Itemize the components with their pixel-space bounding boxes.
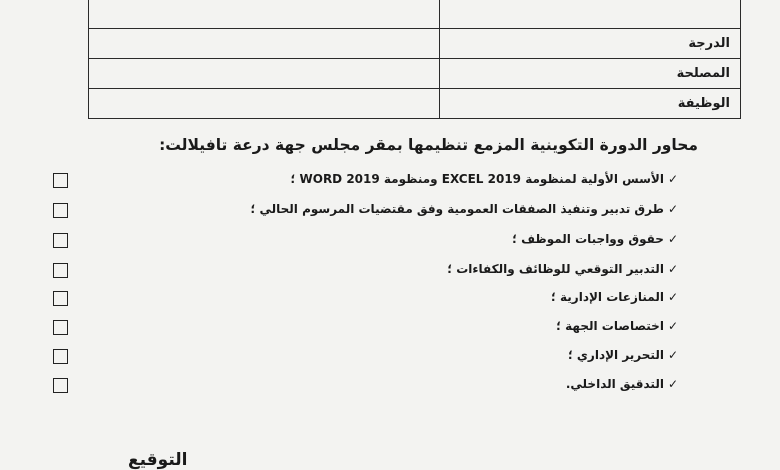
topic-checkbox[interactable] (53, 263, 68, 278)
position-label: الوظيفة (440, 89, 741, 119)
topic-checkbox[interactable] (53, 173, 68, 188)
check-icon: ✓ (667, 232, 678, 246)
topic-checkbox[interactable] (53, 203, 68, 218)
list-item (0, 346, 780, 370)
section-title: محاور الدورة التكوينية المزمع تنظيمها بمقر مجلس جهة درعة تافيلالت: (159, 136, 698, 154)
list-item (0, 200, 780, 224)
list-item (0, 170, 780, 194)
list-item (0, 230, 780, 254)
grade-label: الدرجة (440, 29, 741, 59)
employee-info-table (88, 0, 741, 119)
topic-label: حقوق وواجبات الموظف ؛ (512, 232, 664, 246)
table-row (89, 29, 741, 59)
topic-checkbox[interactable] (53, 233, 68, 248)
department-field[interactable] (89, 59, 440, 89)
topic-checkbox[interactable] (53, 349, 68, 364)
topic-label: التدبير التوقعي للوظائف والكفاءات ؛ (447, 262, 664, 276)
topic-label: الأسس الأولية لمنظومة EXCEL 2019 ومنظومة WORD 2019 ؛ (290, 172, 664, 186)
check-icon: ✓ (667, 202, 678, 216)
topic-checkbox[interactable] (53, 378, 68, 393)
topic-checkbox[interactable] (53, 291, 68, 306)
table-row (89, 89, 741, 119)
topic-checkbox[interactable] (53, 320, 68, 335)
topic-label: اختصاصات الجهة ؛ (556, 319, 664, 333)
topic-label: المنازعات الإدارية ؛ (551, 290, 664, 304)
topic-label: التدقيق الداخلي. (565, 377, 664, 391)
signature-label: التوقيع (128, 450, 188, 470)
list-item (0, 375, 780, 399)
table-label (440, 0, 741, 29)
table-row (89, 0, 741, 29)
check-icon: ✓ (667, 290, 678, 304)
topic-label: طرق تدبير وتنفيذ الصفقات العمومية وفق مقتضيات المرسوم الحالي ؛ (250, 202, 664, 216)
table-value-field[interactable] (89, 0, 440, 29)
check-icon: ✓ (667, 377, 678, 391)
check-icon: ✓ (667, 319, 678, 333)
table-row (89, 59, 741, 89)
list-item (0, 288, 780, 312)
grade-field[interactable] (89, 29, 440, 59)
topic-label: التحرير الإداري ؛ (567, 348, 664, 362)
department-label: المصلحة (440, 59, 741, 89)
list-item (0, 317, 780, 341)
check-icon: ✓ (667, 262, 678, 276)
list-item (0, 260, 780, 284)
check-icon: ✓ (667, 348, 678, 362)
position-field[interactable] (89, 89, 440, 119)
check-icon: ✓ (667, 172, 678, 186)
